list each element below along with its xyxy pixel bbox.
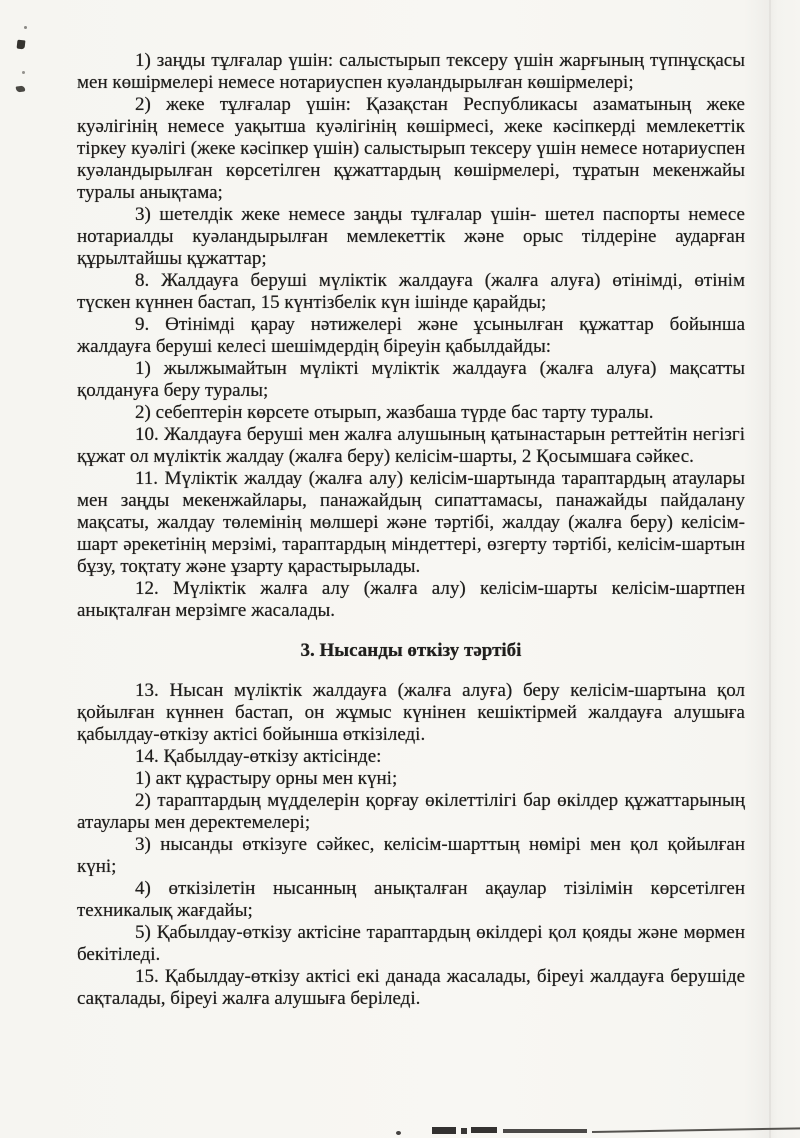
document-body bbox=[77, 50, 745, 1010]
paragraph-act-1: 1) акт құрастыру орны мен күні; bbox=[135, 768, 398, 789]
scan-bottom-mark bbox=[503, 1129, 587, 1133]
paragraph-act-3: 3) нысанды өткізуге сәйкес, келісім-шарттың нөмірі мен қол қойылған күні; bbox=[77, 834, 745, 877]
scan-bottom-mark bbox=[396, 1131, 401, 1135]
paragraph-clause-13: 13. Нысан мүліктік жалдауға (жалға алуға) беру келісім-шартына қол қойылған күннен бастап, он жұмыс күнінен кешіктірмей жалдауға алушыға қабылдау-өткізу актісі бойынша өткізіледі. bbox=[77, 680, 745, 745]
paragraph-subitem-1: 1) жылжымайтын мүлікті мүліктік жалдауға (жалға алуға) мақсатты қолдануға беру туралы; bbox=[77, 358, 745, 401]
scan-speck bbox=[22, 71, 25, 74]
scan-edge-streak bbox=[769, 0, 771, 1138]
paragraph-clause-8: 8. Жалдауға беруші мүліктік жалдауға (жалға алуға) өтінімді, өтінім түскен күннен бастап, 15 күнтізбелік күн ішінде қарайды; bbox=[77, 270, 745, 313]
paragraph-item-3: 3) шетелдік жеке немесе заңды тұлғалар үшін- шетел паспорты немесе нотариалды куәландырылған мемлекеттік және орыс тілдеріне аударған құрылтайшы құжаттар; bbox=[77, 204, 745, 269]
scan-speck bbox=[16, 85, 26, 92]
paragraph-clause-9: 9. Өтінімді қарау нәтижелері және ұсынылған құжаттар бойынша жалдауға беруші келесі шешімдердің біреуін қабылдайды: bbox=[77, 314, 745, 357]
paragraph-clause-10: 10. Жалдауға беруші мен жалға алушының қатынастарын реттейтін негізгі құжат ол мүліктік жалдау (жалға беру) келісім-шарты, 2 Қосымшаға сәйкес. bbox=[77, 424, 745, 467]
scan-bottom-mark bbox=[461, 1128, 467, 1134]
scan-bottom-mark bbox=[471, 1127, 497, 1133]
paragraph-subitem-2: 2) себептерін көрсете отырып, жазбаша түрде бас тарту туралы. bbox=[135, 402, 654, 423]
paragraph-item-2: 2) жеке тұлғалар үшін: Қазақстан Республикасы азаматының жеке куәлігінің немесе уақытша куәлігінің көшірмесі, жеке кәсіпкерді мемлекеттік тіркеу куәлігі (жеке кәсіпкер үшін) салыстырып тексеру үшін немесе нотариуспен куәландырылған көрсетілген құжаттардың көшірмелері, тұратын мекенжайы туралы анықтама; bbox=[77, 94, 745, 203]
paragraph-clause-11: 11. Мүліктік жалдау (жалға алу) келісім-шартында тараптардың атаулары мен заңды мекенжайлары, панажайдың сипаттамасы, панажайды пайдалану мақсаты, жалдау төлемінің мөлшері және тәртібі, жалдау (жалға беру) келісім-шарт әрекетінің мерзімі, тараптардың міндеттері, өзгерту тәртібі, келісім-шартын бұзу, тоқтату және ұзарту қарастырылады. bbox=[77, 468, 745, 577]
scan-speck bbox=[24, 26, 27, 29]
paragraph-act-5: 5) Қабылдау-өткізу актісіне тараптардың өкілдері қол қояды және мөрмен бекітіледі. bbox=[77, 922, 745, 965]
paragraph-act-2: 2) тараптардың мүдделерін қорғау өкілеттілігі бар өкілдер құжаттарының атаулары мен деректемелері; bbox=[77, 790, 745, 833]
paragraph-clause-12: 12. Мүліктік жалға алу (жалға алу) келісім-шарты келісім-шартпен анықталған мерзімге жасалады. bbox=[77, 578, 745, 621]
scan-bottom-mark bbox=[432, 1127, 456, 1134]
paragraph-item-1: 1) заңды тұлғалар үшін: салыстырып тексеру үшін жарғының түпнұсқасы мен көшірмелері немесе нотариуспен куәландырылған көшірмелері; bbox=[77, 50, 745, 93]
paragraph-clause-14: 14. Қабылдау-өткізу актісінде: bbox=[135, 746, 382, 767]
paragraph-act-4: 4) өткізілетін нысанның анықталған ақаулар тізілімін көрсетілген техникалық жағдайы; bbox=[77, 878, 745, 921]
section-heading: 3. Нысанды өткізу тәртібі bbox=[300, 640, 522, 661]
paragraph-clause-15: 15. Қабылдау-өткізу актісі екі данада жасалады, біреуі жалдауға берушіде сақталады, біреуі жалға алушыға беріледі. bbox=[77, 966, 745, 1009]
scan-speck bbox=[17, 40, 26, 50]
